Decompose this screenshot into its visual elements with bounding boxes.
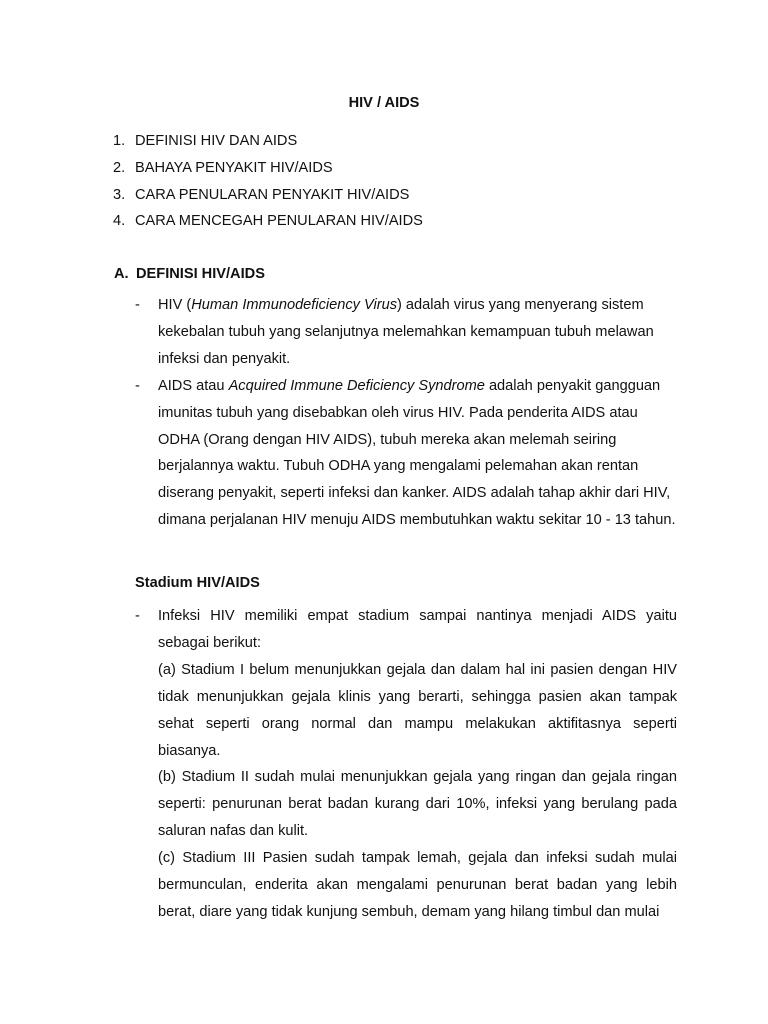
toc-item [113, 211, 693, 238]
toc-number: 3. [113, 186, 126, 203]
hiv-definition [158, 292, 677, 373]
toc-text: CARA MENCEGAH PENULARAN HIV/AIDS [135, 213, 423, 230]
toc-item [113, 131, 693, 158]
toc-text: CARA PENULARAN PENYAKIT HIV/AIDS [135, 186, 410, 203]
table-of-contents [113, 131, 693, 238]
toc-text: BAHAYA PENYAKIT HIV/AIDS [135, 159, 333, 176]
text-span: ) adalah virus yang menyerang sistem kekebalan tubuh yang selanjutnya melemahkan kemampuan tubuh melawan infeksi dan penyakit. [158, 297, 654, 367]
toc-number: 4. [113, 213, 126, 230]
text-span: AIDS atau [158, 377, 229, 394]
stadium-item: (c) Stadium III Pasien sudah tampak lemah, gejala dan infeksi sudah mulai bermunculan, enderita akan mengalami penurunan berat badan yang lebih berat, diare yang tidak kunjung sembuh, demam yang hilang timbul dan mulai [158, 850, 677, 920]
stadium-list [135, 603, 677, 926]
definition-list [135, 292, 677, 534]
stadium-intro: Infeksi HIV memiliki empat stadium sampai nantinya menjadi AIDS yaitu sebagai berikut: [158, 608, 677, 651]
section-heading-a [114, 264, 265, 284]
list-item [135, 603, 677, 926]
italic-term: Human Immunodeficiency Virus [191, 297, 398, 313]
section-title: DEFINISI HIV/AIDS [136, 266, 265, 282]
list-item [135, 292, 677, 373]
italic-term: Acquired Immune Deficiency Syndrome [228, 377, 485, 394]
stadium-item: (a) Stadium I belum menunjukkan gejala dan dalam hal ini pasien dengan HIV tidak menunjukkan gejala klinis yang berarti, sehingga pasien akan tampak sehat seperti orang normal dan mampu melakukan aktifitasnya seperti biasanya. [158, 661, 677, 759]
toc-number: 1. [113, 133, 126, 149]
bullet-dash: - [135, 377, 140, 394]
section-letter: A. [114, 266, 129, 282]
stadium-heading: Stadium HIV/AIDS [135, 575, 260, 591]
aids-definition [158, 373, 677, 534]
document-title: HIV / AIDS [348, 95, 420, 111]
stadium-content [158, 603, 677, 926]
list-item [135, 373, 677, 534]
toc-item [113, 185, 693, 212]
text-span: adalah penyakit gangguan imunitas tubuh yang disebabkan oleh virus HIV. Pada penderita AIDS atau ODHA (Orang dengan HIV AIDS), tubuh mereka akan melemah seiring berjalannya waktu. Tubuh ODHA yang mengalami pelemahan akan rentan diserang penyakit, seperti infeksi dan kanker. AIDS adalah tahap akhir dari HIV, dimana perjalanan HIV menuju AIDS membutuhkan waktu sekitar 10 - 13 tahun. [158, 377, 676, 529]
stadium-item: (b) Stadium II sudah mulai menunjukkan gejala yang ringan dan gejala ringan seperti: penurunan berat badan kurang dari 10%, infeksi yang berulang pada saluran nafas dan kulit. [158, 769, 677, 840]
toc-number: 2. [113, 159, 126, 176]
text-span: HIV ( [158, 297, 192, 313]
bullet-dash: - [135, 297, 140, 313]
bullet-dash: - [135, 608, 140, 624]
toc-text: DEFINISI HIV DAN AIDS [135, 133, 298, 149]
toc-item [113, 158, 693, 185]
